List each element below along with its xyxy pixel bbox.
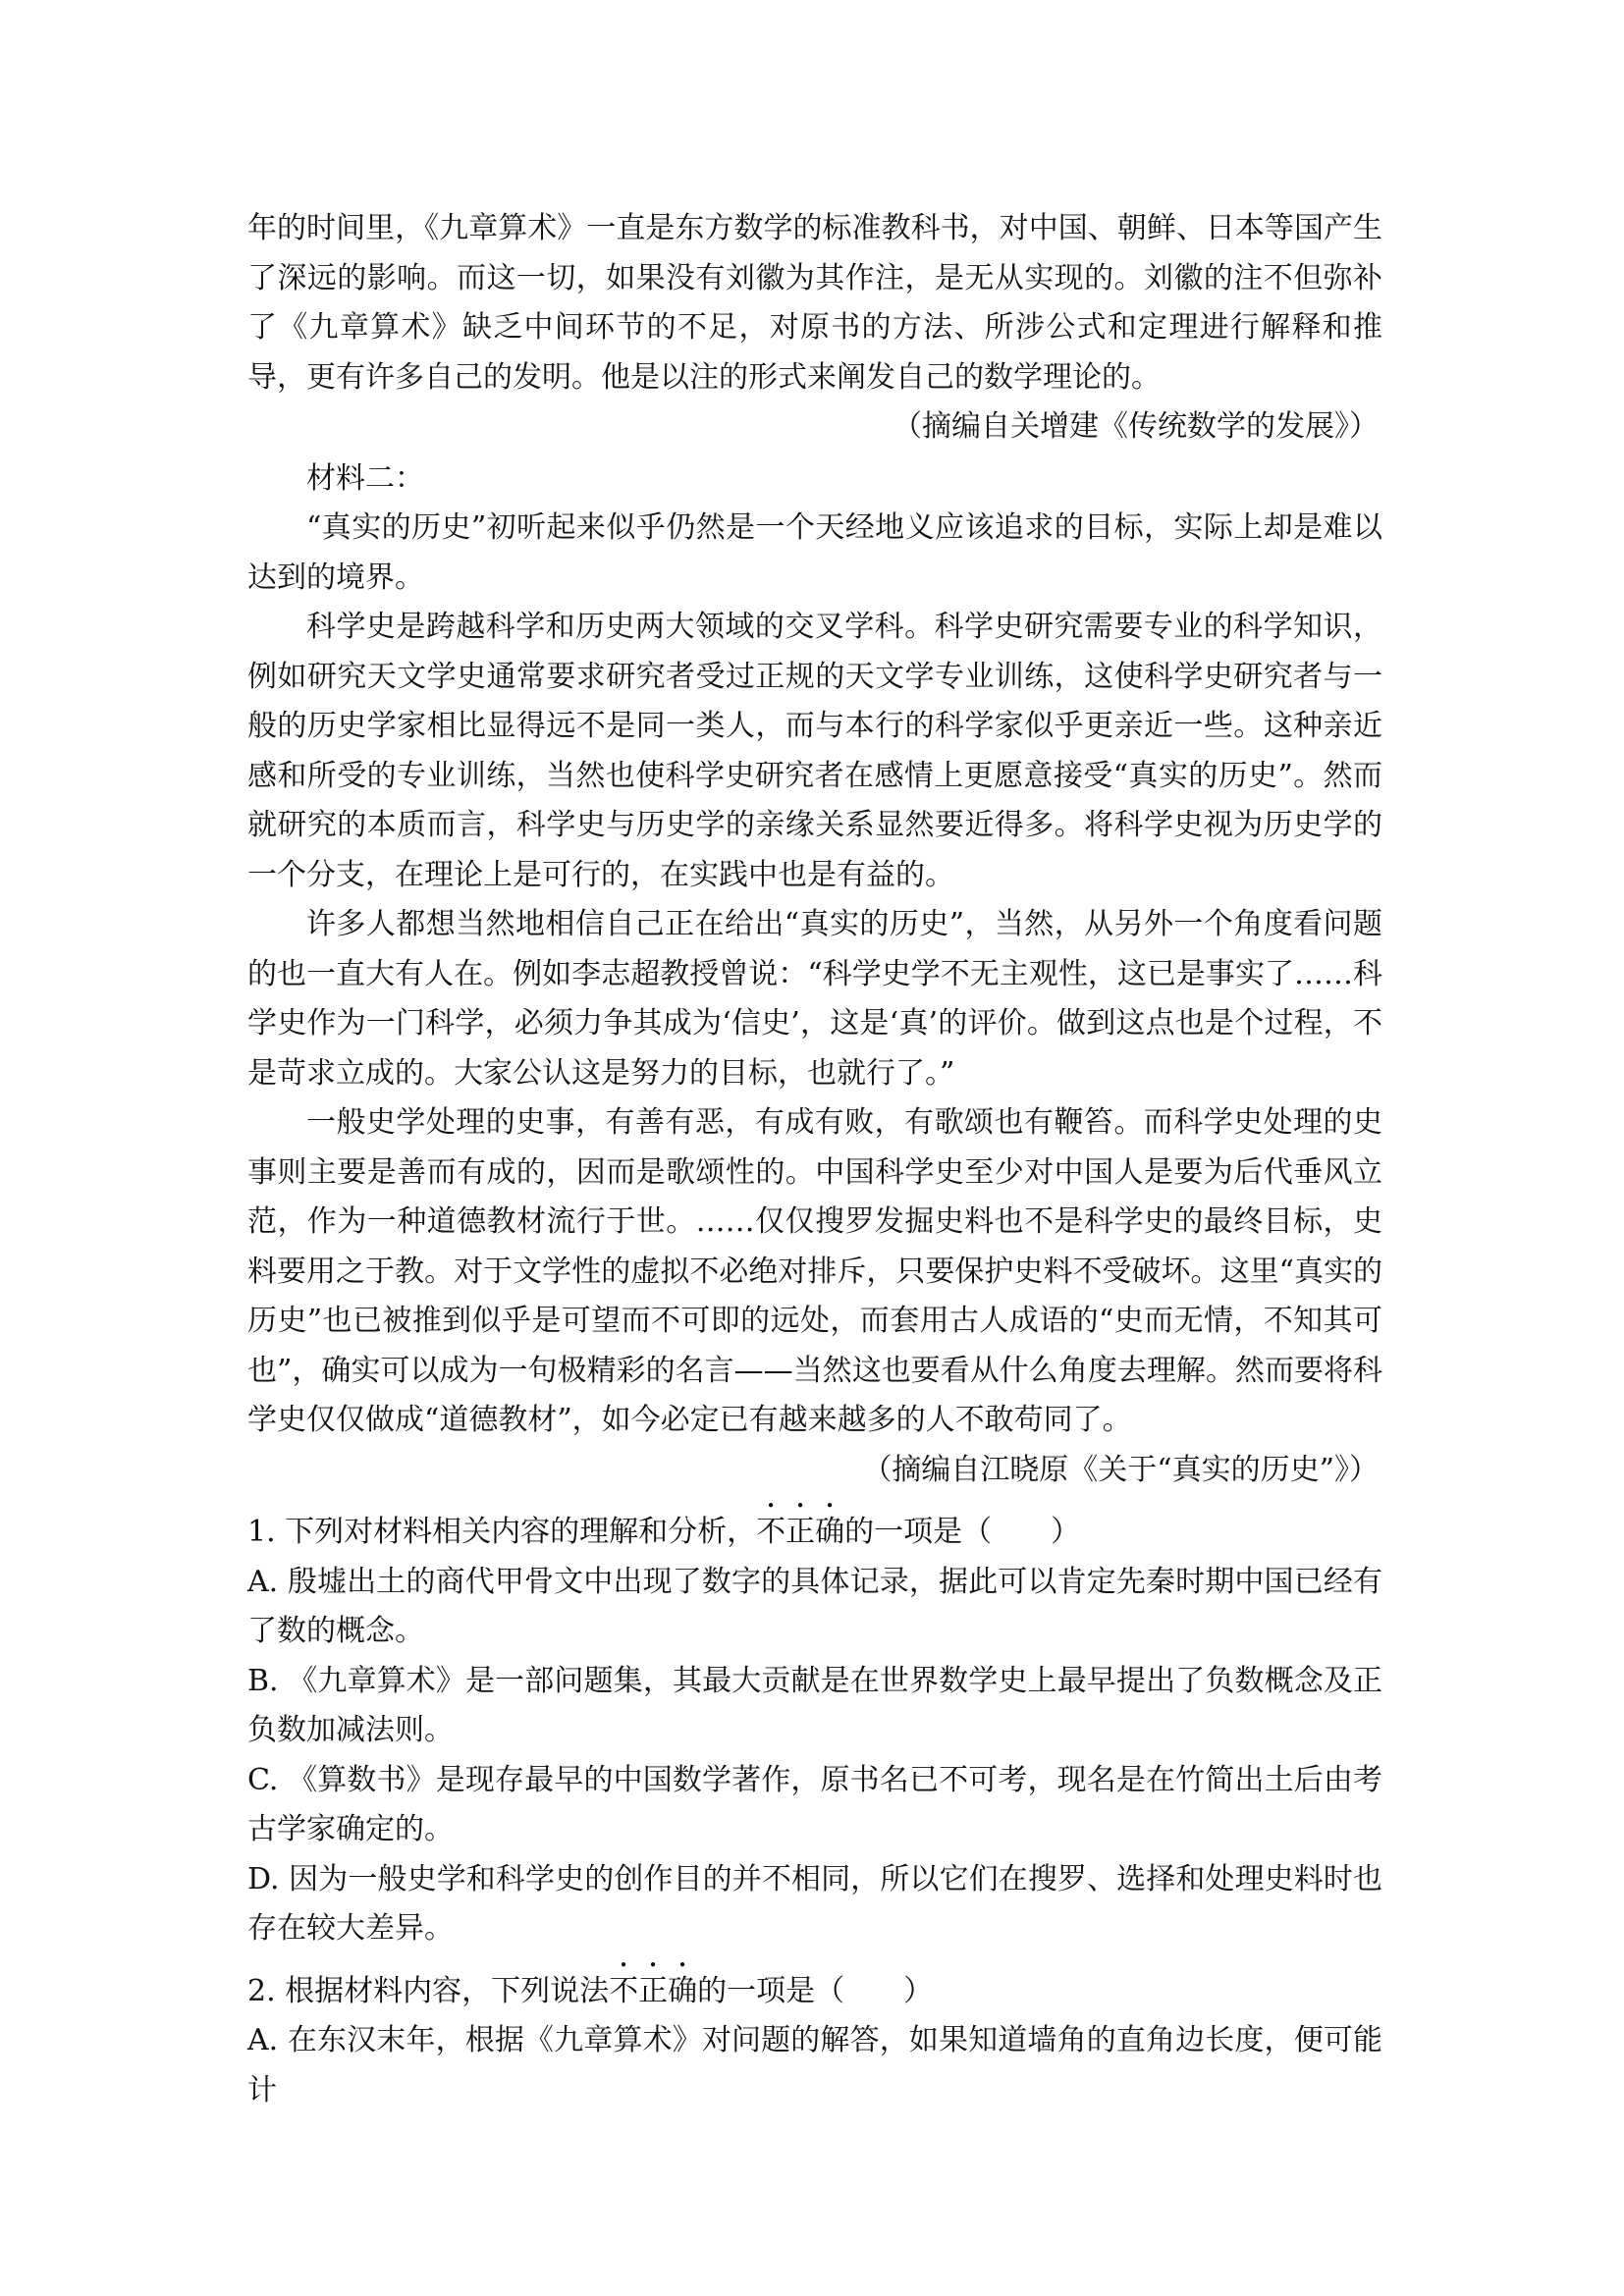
question-1-stem-end: 的一项是（ ） (844, 1515, 1081, 1549)
question-2-stem-end: 的一项是（ ） (697, 1973, 934, 2008)
question-1-emphasis: 不正确 (756, 1515, 845, 1549)
material2-label: 材料二： (306, 460, 424, 496)
material2-paragraph: 一般史学处理的史事，有善有恶，有成有败，有歌颂也有鞭笞。而科学史处理的史事则主要是善而有成的，因而是歌颂性的。中国科学史至少对中国人是要为后代垂风立范，作为一种道德教材流行于世。……仅仅搜罗发掘史料也不是科学史的最终目标，史料要用之于教。对于文学性的虚拟不必绝对排斥，只要保护史料不受破坏。这里“真实的历史”也已被推到似乎是可望而不可即的远处，而套用古人成语的“史而无情，不知其可也”，确实可以成为一句极精彩的名言——当然这也要看从什么角度去理解。然而要将科学史仅仅做成“道德教材”，如今必定已有越来越多的人不敢苟同了。 (247, 1105, 1382, 1437)
question-1-option-d: D. 因为一般史学和科学史的创作目的并不相同，所以它们在搜罗、选择和处理史料时也存在较大差异。 (247, 1861, 1382, 1946)
material2-source: （摘编自江晓原《关于“真实的历史”》） (862, 1452, 1379, 1487)
question-1-stem (247, 1497, 1382, 1558)
question-2-stem-start: 2. 根据材料内容，下列说法 (247, 1973, 610, 2008)
material1-tail-paragraph: 年的时间里，《九章算术》一直是东方数学的标准教科书，对中国、朝鲜、日本等国产生了深远的影响。而这一切，如果没有刘徽为其作注，是无从实现的。刘徽的注不但弥补了《九章算术》缺乏中间环节的不足，对原书的方法、所涉公式和定理进行解释和推导，更有许多自己的发明。他是以注的形式来阐发自己的数学理论的。 (247, 211, 1382, 395)
material2-paragraph: 科学史是跨越科学和历史两大领域的交叉学科。科学史研究需要专业的科学知识，例如研究天文学史通常要求研究者受过正规的天文学专业训练，这使科学史研究者与一般的历史学家相比显得远不是同一类人，而与本行的科学家似乎更亲近一些。这种亲近感和所受的专业训练，当然也使科学史研究者在感情上更愿意接受“真实的历史”。然而就研究的本质而言，科学史与历史学的亲缘关系显然要近得多。将科学史视为历史学的一个分支，在理论上是可行的，在实践中也是有益的。 (247, 610, 1382, 892)
question-1-option-b: B. 《九章算术》是一部问题集，其最大贡献是在世界数学史上最早提出了负数概念及正负数加减法则。 (247, 1663, 1382, 1747)
question-2-option-a: A. 在东汉末年，根据《九章算术》对问题的解答，如果知道墙角的直角边长度，便可能计 (247, 2023, 1382, 2108)
question-1-option-c: C. 《算数书》是现存最早的中国数学著作，原书名已不可考，现名是在竹简出土后由考古学家确定的。 (247, 1762, 1382, 1846)
question-1-stem-start: 1. 下列对材料相关内容的理解和分析， (247, 1515, 757, 1549)
question-2-emphasis: 不正确 (609, 1973, 698, 2008)
material1-source: （摘编自关增建《传统数学的发展》） (893, 409, 1379, 444)
question-2-stem (247, 1956, 1382, 2017)
document-page (247, 204, 1382, 2115)
question-1-option-a: A. 殷墟出土的商代甲骨文中出现了数字的具体记录，据此可以肯定先秦时期中国已经有了数的概念。 (247, 1564, 1382, 1648)
material2-paragraph: “真实的历史”初听起来似乎仍然是一个天经地义应该追求的目标，实际上却是难以达到的境界。 (247, 510, 1382, 595)
material2-paragraph: 许多人都想当然地相信自己正在给出“真实的历史”，当然，从另外一个角度看问题的也一直大有人在。例如李志超教授曾说：“科学史学不无主观性，这已是事实了……科学史作为一门科学，必须力争其成为‘信史’，这是‘真’的评价。做到这点也是个过程，不是苛求立成的。大家公认这是努力的目标，也就行了。” (247, 907, 1382, 1091)
